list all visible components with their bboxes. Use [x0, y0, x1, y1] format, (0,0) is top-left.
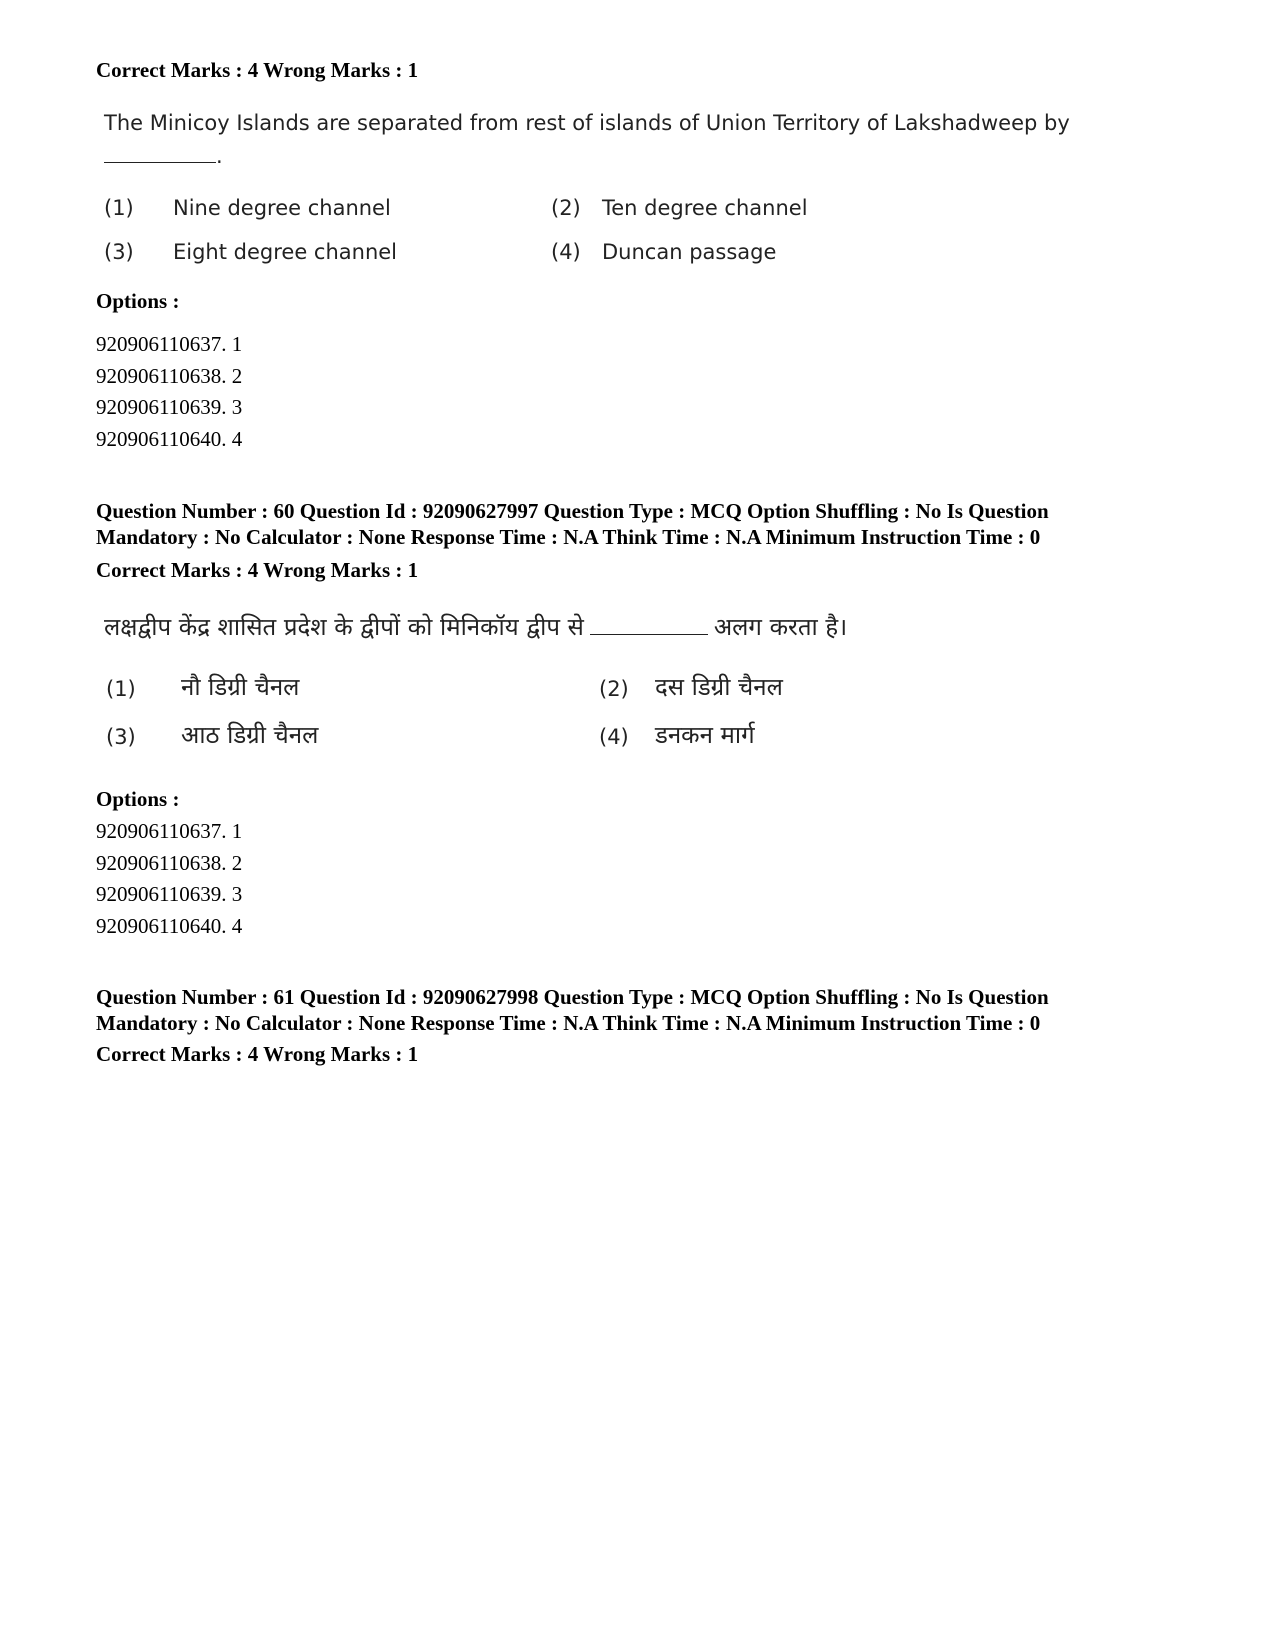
- question-text-content: अलग करता है।: [713, 613, 848, 641]
- option-label: दस डिग्री चैनल: [655, 673, 783, 701]
- option-label: Nine degree channel: [173, 196, 391, 220]
- option-label: नौ डिग्री चैनल: [181, 673, 300, 701]
- option-id-item: 920906110640. 4: [96, 913, 243, 938]
- question-text: [104, 610, 847, 643]
- option-number: (3): [104, 240, 134, 264]
- marks-line: Correct Marks : 4 Wrong Marks : 1: [96, 558, 419, 582]
- question-blank-line: [104, 142, 223, 168]
- question-text-content: लक्षद्वीप केंद्र शासित प्रदेश के द्वीपों को मिनिकॉय द्वीप से: [104, 613, 584, 641]
- option-id-item: 920906110638. 2: [96, 363, 243, 388]
- option-number: (1): [104, 196, 134, 220]
- question-meta: [96, 498, 1176, 550]
- option-number: (1): [106, 677, 136, 701]
- question-meta-line: Question Number : 61 Question Id : 92090627998 Question Type : MCQ Option Shuffling : No Is Question: [96, 985, 1049, 1009]
- question-end-punct: .: [216, 144, 223, 168]
- option-id-item: 920906110640. 4: [96, 426, 243, 451]
- question-meta: [96, 984, 1176, 1036]
- option-label: Ten degree channel: [602, 196, 808, 220]
- option-number: (4): [551, 240, 581, 264]
- marks-line: Correct Marks : 4 Wrong Marks : 1: [96, 58, 419, 82]
- answer-blank: [590, 612, 708, 635]
- option-number: (2): [551, 196, 581, 220]
- option-number: (4): [599, 725, 629, 749]
- option-label: डनकन मार्ग: [655, 721, 755, 749]
- option-id-list: [96, 329, 242, 455]
- option-id-item: 920906110637. 1: [96, 332, 243, 356]
- question-text-content: The Minicoy Islands are separated from rest of islands of Union Territory of Lakshadweep by: [104, 111, 1070, 135]
- options-heading: Options :: [96, 787, 180, 811]
- option-id-list: [96, 816, 242, 942]
- option-label: Eight degree channel: [173, 240, 398, 264]
- option-id-item: 920906110639. 3: [96, 882, 243, 906]
- question-meta-line: Mandatory : No Calculator : None Response Time : N.A Think Time : N.A Minimum Instruction Time : 0: [96, 525, 1041, 549]
- answer-blank: [104, 142, 216, 163]
- question-meta-line: Question Number : 60 Question Id : 92090627997 Question Type : MCQ Option Shuffling : No Is Question: [96, 499, 1049, 523]
- options-heading: Options :: [96, 289, 180, 313]
- question-text: [104, 111, 1070, 135]
- question-meta-line: Mandatory : No Calculator : None Response Time : N.A Think Time : N.A Minimum Instruction Time : 0: [96, 1011, 1041, 1035]
- option-id-item: 920906110638. 2: [96, 850, 243, 875]
- option-id-item: 920906110639. 3: [96, 395, 243, 419]
- marks-line: Correct Marks : 4 Wrong Marks : 1: [96, 1042, 419, 1066]
- option-number: (2): [599, 677, 629, 701]
- option-label: आठ डिग्री चैनल: [181, 721, 319, 749]
- option-label: Duncan passage: [602, 240, 777, 264]
- option-number: (3): [106, 725, 136, 749]
- option-id-item: 920906110637. 1: [96, 819, 243, 843]
